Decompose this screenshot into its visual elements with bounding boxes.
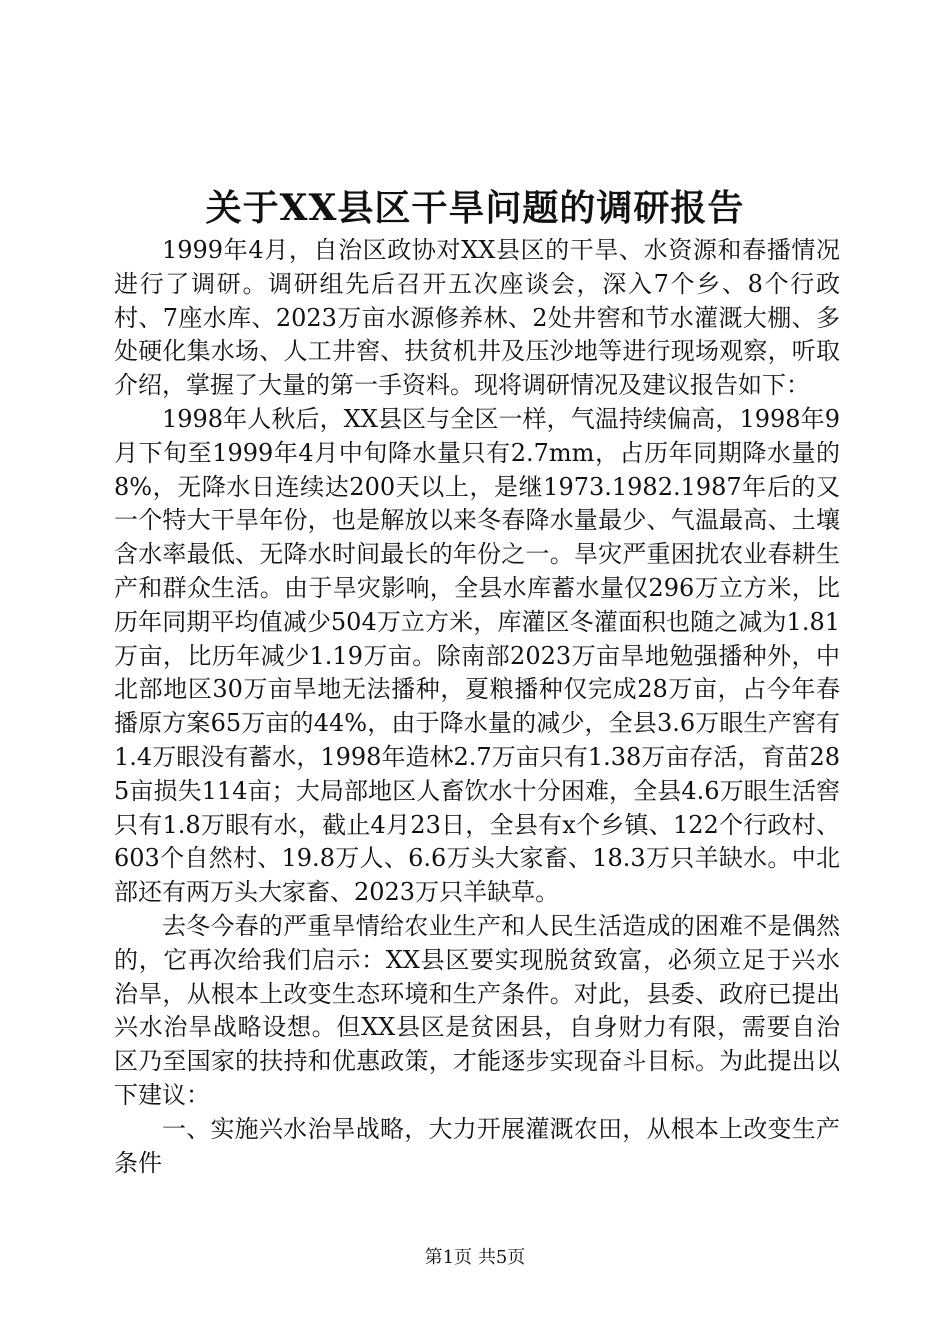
paragraph-intro: 1999年4月，自治区政协对XX县区的干旱、水资源和春播情况进行了调研。调研组先后召开五次座谈会，深入7个乡、8个行政村、7座水库、2023万亩水源修养林、2处井窖和节水灌溉大棚、多处硬化集水场、人工井窖、扶贫机井及压沙地等进行现场观察，听取介绍，掌握了大量的第一手资料。现将调研情况及建议报告如下： <box>114 236 840 400</box>
document-body <box>114 234 840 1180</box>
paragraph-drought-situation: 1998年人秋后，XX县区与全区一样，气温持续偏高，1998年9月下旬至1999年4月中旬降水量只有2.7mm，占历年同期降水量的8%，无降水日连续达200天以上，是继1973.1982.1987年后的又一个特大干旱年份，也是解放以来冬春降水量最少、气温最高、土壤含水率最低、无降水时间最长的年份之一。旱灾严重困扰农业春耕生产和群众生活。由于旱灾影响，全县水库蓄水量仅296万立方米，比历年同期平均值减少504万立方米，库灌区冬灌面积也随之减为1.81万亩，比历年减少1.19万亩。除南部2023万亩旱地勉强播种外，中北部地区30万亩旱地无法播种，夏粮播种仅完成28万亩，占今年春播原方案65万亩的44%，由于降水量的减少，全县3.6万眼生产窖有1.4万眼没有蓄水，1998年造林2.7万亩只有1.38万亩存活，育苗285亩损失114亩；大局部地区人畜饮水十分困难，全县4.6万眼生活窖只有1.8万眼有水，截止4月23日，全县有x个乡镇、122个行政村、603个自然村、19.8万人、6.6万头大家畜、18.3万只羊缺水。中北部还有两万头大家畜、2023万只羊缺草。 <box>114 404 840 907</box>
paragraph-recommendation-1: 一、实施兴水治旱战略，大力开展灌溉农田，从根本上改变生产条件 <box>114 1114 840 1177</box>
paragraph-lessons: 去冬今春的严重旱情给农业生产和人民生活造成的困难不是偶然的，它再次给我们启示：XX县区要实现脱贫致富，必须立足于兴水治旱，从根本上改变生态环境和生产条件。对此，县委、政府已提出兴水治旱战略设想。但XX县区是贫困县，自身财力有限，需要自治区乃至国家的扶持和优惠政策，才能逐步实现奋斗目标。为此提出以下建议： <box>114 911 840 1109</box>
page-footer: 第1页 共5页 <box>424 1247 526 1268</box>
document-title: 关于XX县区干旱问题的调研报告 <box>205 187 745 229</box>
